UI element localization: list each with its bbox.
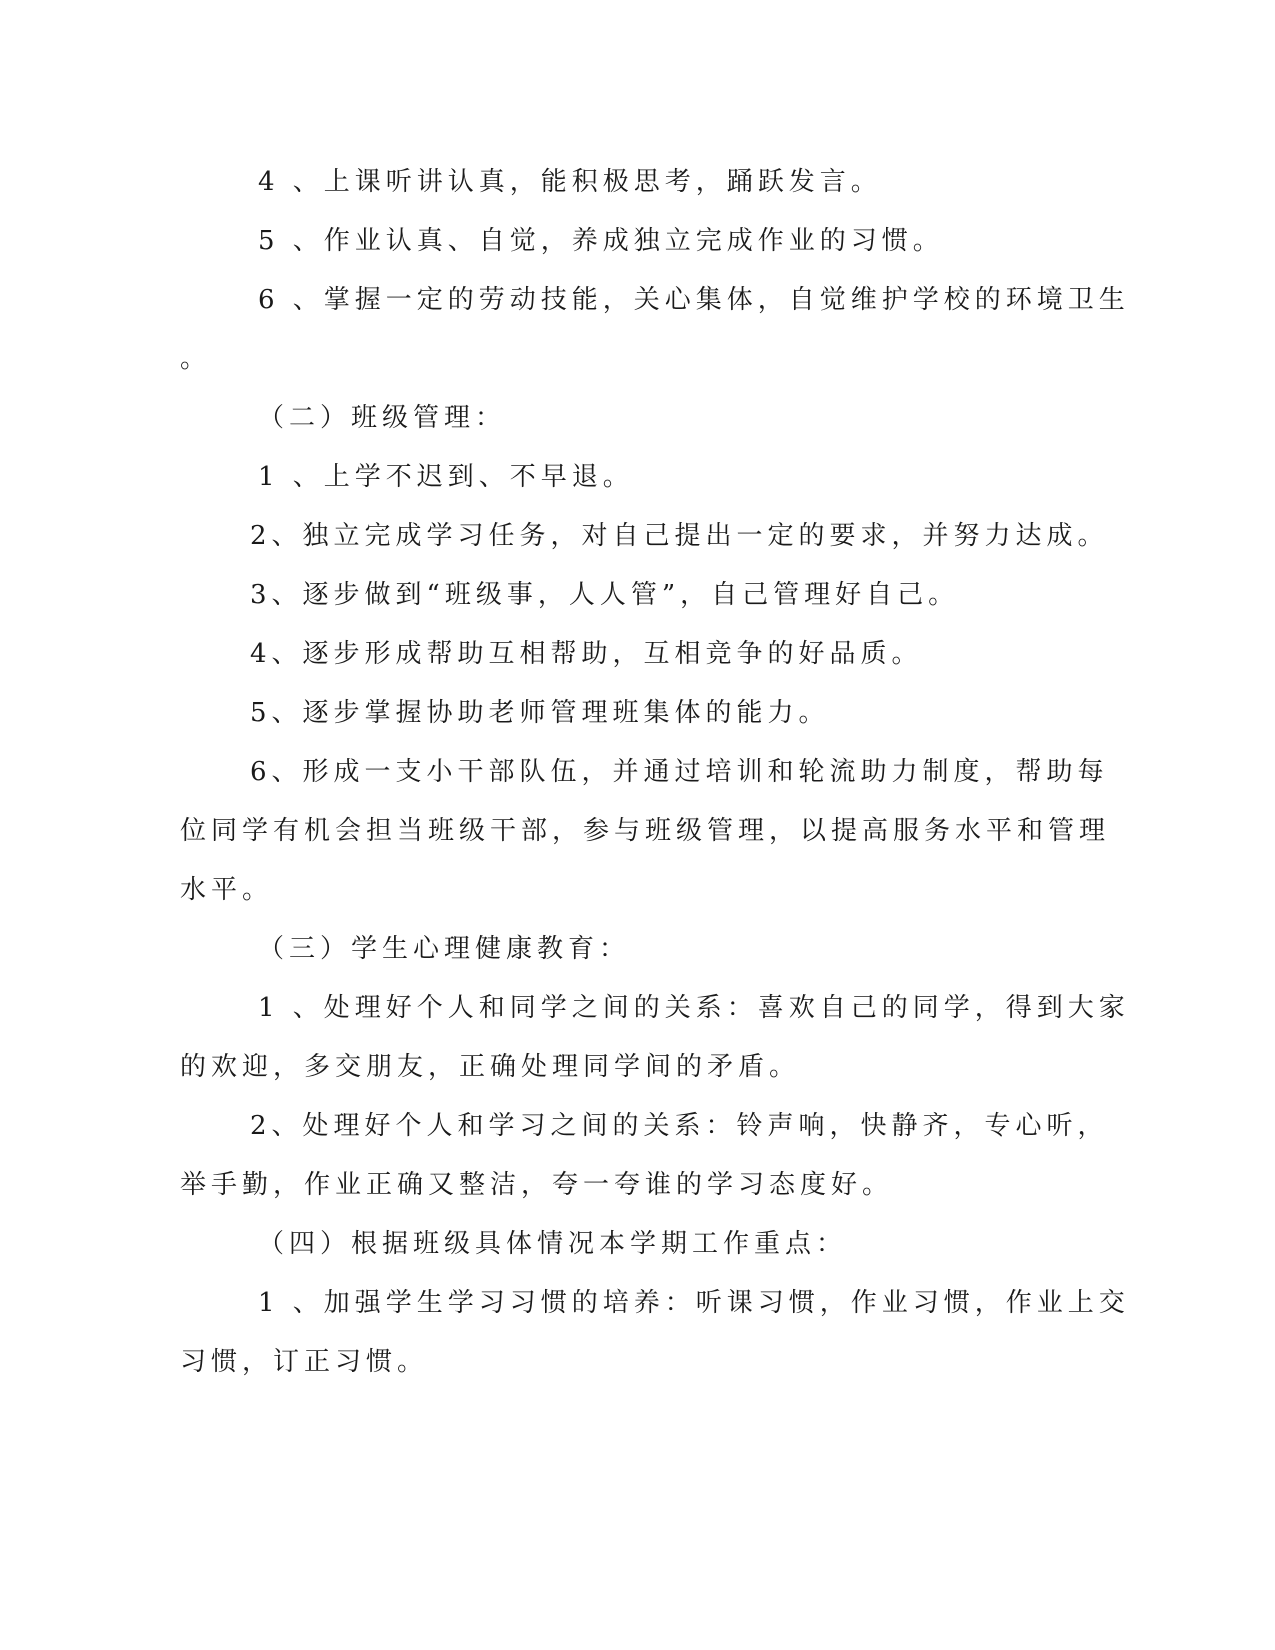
semester-focus-item-1: 1 、加强学生学习习惯的培养：听课习惯，作业习惯，作业上交 bbox=[258, 1288, 1130, 1318]
management-item-3: 3、逐步做到“班级事，人人管”，自己管理好自己。 bbox=[250, 580, 960, 610]
management-item-6: 6、形成一支小干部队伍，并通过培训和轮流助力制度，帮助每 bbox=[250, 757, 1109, 787]
management-item-2: 2、独立完成学习任务，对自己提出一定的要求，并努力达成。 bbox=[250, 521, 1109, 551]
mental-health-item-1-continuation: 的欢迎，多交朋友，正确处理同学间的矛盾。 bbox=[180, 1052, 801, 1082]
mental-health-item-2: 2、处理好个人和学习之间的关系：铃声响，快静齐，专心听， bbox=[250, 1111, 1109, 1141]
item-4-attentive-in-class: 4 、上课听讲认真，能积极思考，踊跃发言。 bbox=[258, 167, 882, 197]
management-item-6-continuation-1: 位同学有机会担当班级干部，参与班级管理，以提高服务水平和管理 bbox=[180, 816, 1111, 846]
item-6-labor-skills: 6 、掌握一定的劳动技能，关心集体，自觉维护学校的环境卫生 bbox=[258, 285, 1130, 315]
management-item-5: 5、逐步掌握协助老师管理班集体的能力。 bbox=[250, 698, 830, 728]
item-5-homework-habit: 5 、作业认真、自觉，养成独立完成作业的习惯。 bbox=[258, 226, 944, 256]
mental-health-item-1: 1 、处理好个人和同学之间的关系：喜欢自己的同学，得到大家 bbox=[258, 993, 1130, 1023]
management-item-6-continuation-2: 水平。 bbox=[180, 875, 274, 905]
section-heading-semester-focus: （四）根据班级具体情况本学期工作重点： bbox=[258, 1229, 848, 1259]
management-item-4: 4、逐步形成帮助互相帮助，互相竞争的好品质。 bbox=[250, 639, 923, 669]
section-heading-mental-health: （三）学生心理健康教育： bbox=[258, 934, 631, 964]
management-item-1: 1 、上学不迟到、不早退。 bbox=[258, 462, 634, 492]
mental-health-item-2-continuation: 举手勤，作业正确又整洁，夸一夸谁的学习态度好。 bbox=[180, 1170, 894, 1200]
item-6-continuation: 。 bbox=[180, 344, 212, 374]
semester-focus-item-1-continuation: 习惯，订正习惯。 bbox=[180, 1347, 429, 1377]
section-heading-class-management: （二）班级管理： bbox=[258, 403, 507, 433]
